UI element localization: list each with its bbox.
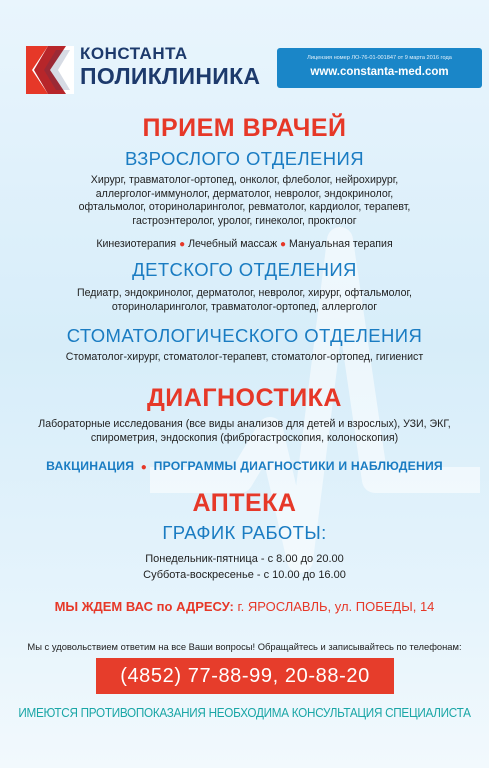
diagnostics-list [0, 418, 489, 445]
list-line: аллерголог-иммунолог, дерматолог, невролог, эндокринолог, [95, 187, 394, 200]
programs-row [0, 459, 489, 473]
schedule-heading: ГРАФИК РАБОТЫ: [162, 522, 327, 543]
brand-name: КОНСТАНТА [80, 44, 188, 63]
address-row [0, 599, 489, 614]
therapies-row [0, 238, 489, 252]
list-line: Стоматолог-хирург, стоматолог-терапевт, стоматолог-ортопед, гигиенист [65, 351, 424, 363]
contact-intro: Мы с удовольствием ответим на все Ваши вопросы! Обращайтесь и записывайтесь по телефонам: [27, 641, 462, 652]
bullet-icon: ● [179, 239, 186, 250]
dental-doctors-list [0, 351, 489, 365]
doctors-heading: ПРИЕМ ВРАЧЕЙ [142, 114, 347, 142]
address-label: МЫ ЖДЕМ ВАС по АДРЕСУ: [54, 599, 234, 614]
vaccination-label: ВАКЦИНАЦИЯ [46, 459, 135, 473]
list-line: Лабораторные исследования (все виды анализов для детей и взрослых), УЗИ, ЭКГ, [38, 418, 451, 430]
children-department-heading: ДЕТСКОГО ОТДЕЛЕНИЯ [132, 259, 357, 280]
bullet-icon: ● [137, 462, 151, 473]
clinic-logo-icon [26, 46, 74, 94]
children-doctors-list [0, 287, 489, 314]
list-line: гастроэнтеролог, уролог, гинеколог, проктолог [132, 214, 357, 227]
bullet-icon: ● [280, 239, 287, 250]
schedule-line: Понедельник-пятница - с 8.00 до 20.00 [145, 553, 344, 565]
programs-label: ПРОГРАММЫ ДИАГНОСТИКИ И НАБЛЮДЕНИЯ [153, 459, 443, 473]
adult-department-heading: ВЗРОСЛОГО ОТДЕЛЕНИЯ [124, 148, 365, 169]
header [0, 0, 489, 110]
list-line: офтальмолог, оториноларинголог, ревматолог, кардиолог, терапевт, [78, 201, 411, 213]
phone-numbers-button[interactable]: (4852) 77-88-99, 20-88-20 [96, 658, 394, 694]
therapy-item: Лечебный массаж [188, 238, 278, 250]
license-banner [277, 48, 482, 88]
list-line: Педиатр, эндокринолог, дерматолог, невролог, хирург, офтальмолог, [77, 287, 412, 299]
list-line: оториноларинголог, травматолог-ортопед, аллерголог [111, 300, 378, 313]
list-line: спирометрия, эндоскопия (фиброгастроскопия, колоноскопия) [90, 431, 399, 444]
adult-doctors-list [0, 174, 489, 228]
therapy-item: Мануальная терапия [289, 238, 393, 250]
diagnostics-heading: ДИАГНОСТИКА [147, 384, 342, 412]
contraindications-warning: ИМЕЮТСЯ ПРОТИВОПОКАЗАНИЯ НЕОБХОДИМА КОНСУЛЬТАЦИЯ СПЕЦИАЛИСТА [18, 706, 471, 720]
brand-subtitle: ПОЛИКЛИНИКА [80, 63, 261, 89]
pharmacy-heading: АПТЕКА [192, 489, 297, 517]
dental-department-heading: СТОМАТОЛОГИЧЕСКОГО ОТДЕЛЕНИЯ [66, 325, 423, 346]
list-line: Хирург, травматолог-ортопед, онколог, флеболог, нейрохирург, [90, 174, 399, 186]
therapy-item: Кинезиотерапия [96, 238, 177, 250]
schedule-list [0, 551, 489, 583]
website-link[interactable]: www.constanta-med.com [310, 66, 449, 78]
schedule-line: Суббота-воскресенье - с 10.00 до 16.00 [143, 569, 346, 581]
address-value: г. ЯРОСЛАВЛЬ, ул. ПОБЕДЫ, 14 [237, 599, 435, 614]
license-text: Лицензия номер ЛО-76-01-001847 от 9 марта 2016 года [307, 55, 452, 61]
